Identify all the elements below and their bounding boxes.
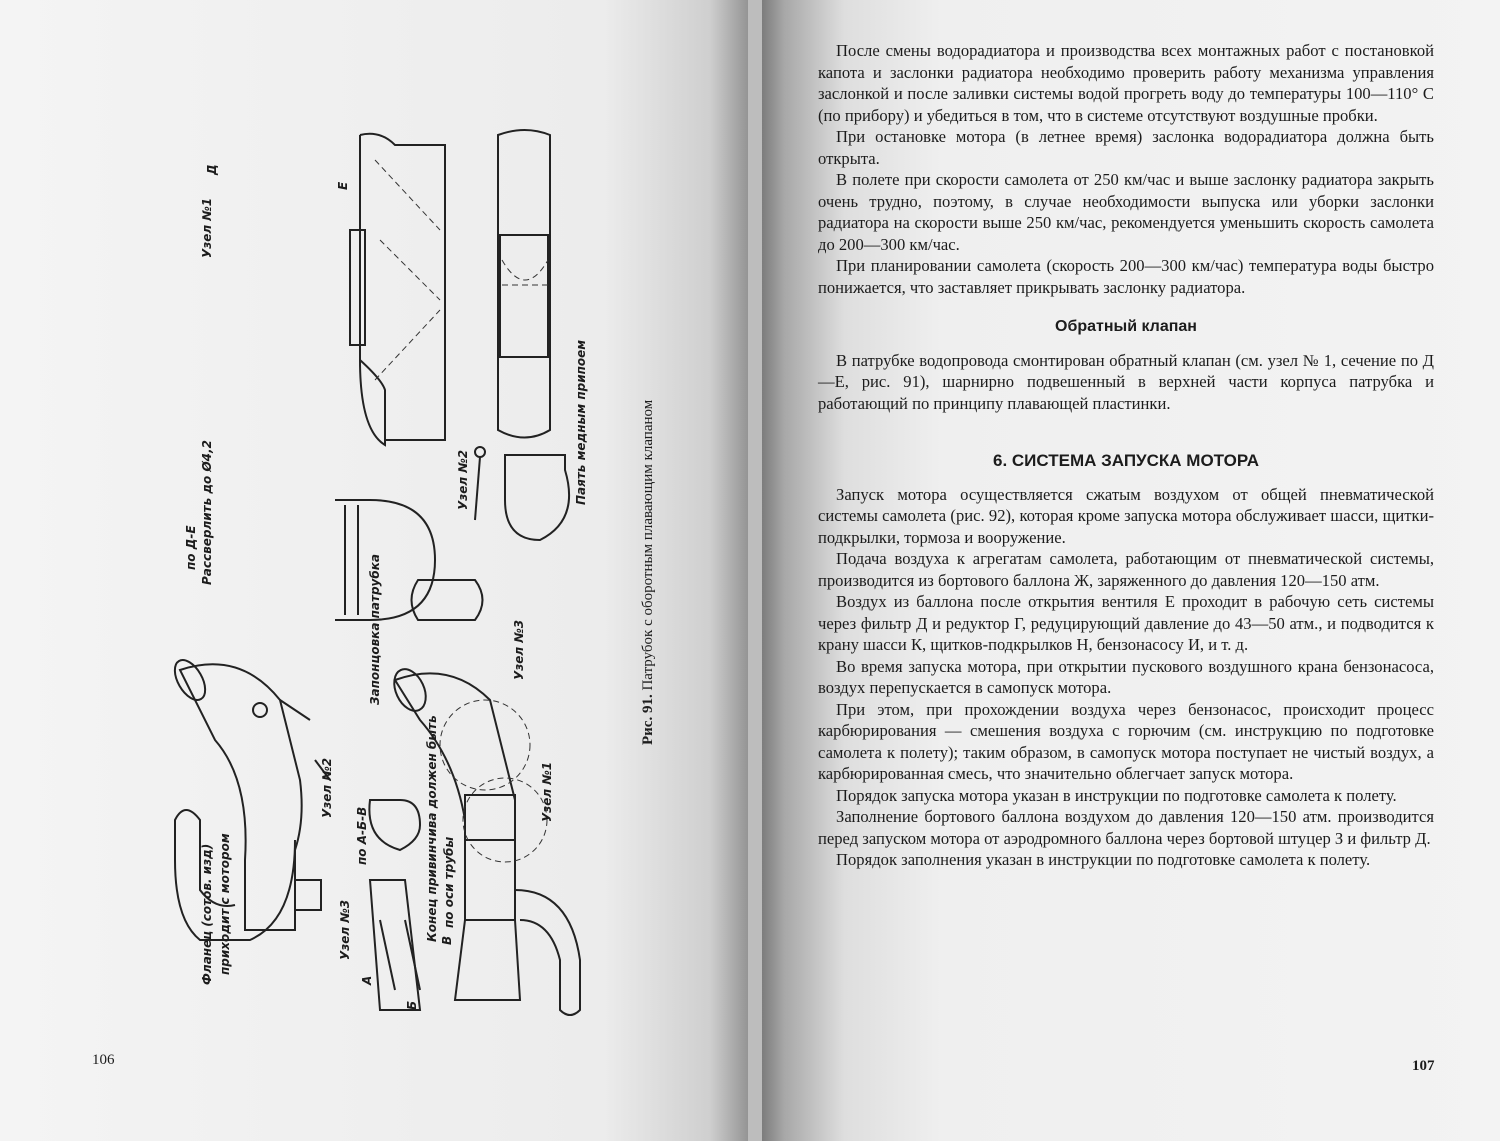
paragraph: Заполнение бортового баллона воздухом до давления 120—150 атм. производится перед запуском мотора от аэродромного баллона через бортовой штуцер З и фильтр Д.: [818, 807, 1434, 848]
pipe-node3-detail: [370, 880, 420, 1010]
book-spine: [748, 0, 762, 1141]
node2-flap: [505, 455, 569, 540]
label-pipe-end-2: по оси трубы: [442, 836, 456, 928]
label-node1-top: Узел №1: [200, 197, 214, 258]
main-pipe-assembly: [169, 655, 330, 940]
label-section-de: по Д-Е: [184, 525, 198, 570]
label-node2: Узел №2: [320, 757, 334, 818]
node2-pin: [475, 447, 485, 520]
paragraph: Подача воздуха к агрегатам самолета, работающим от пневматической системы, производится из бортового баллона Ж, заряженного до давления 120—150 атм.: [818, 549, 1434, 590]
paragraph: При остановке мотора (в летнее время) заслонка водорадиатора должна быть открыта.: [818, 127, 1434, 168]
label-node1: Узел №1: [540, 761, 554, 822]
label-solder: Паять медным припоем: [574, 339, 588, 505]
label-drill: Рассверлить до Ø4,2: [200, 440, 214, 585]
paragraph: После смены водорадиатора и производства всех монтажных работ с постановкой капота и заслонки радиатора необходимо проверить работу механизма управления заслонкой и после заливки системы водой прогреть воду до температуры 100—110° С (по прибору) и убедиться в том, что в системе отсутствуют воздушные пробки.: [818, 41, 1434, 125]
page-number-right: 107: [1412, 1058, 1435, 1074]
label-mark-v: В: [440, 935, 454, 945]
paragraph: При планировании самолета (скорость 200—300 км/час) температура воды быстро понижается, что заставляет прикрывать заслонку радиатора.: [818, 256, 1434, 297]
pipe-node1-side-view: [350, 134, 445, 445]
heading-check-valve: Обратный клапан: [1055, 318, 1197, 335]
section-a-b-v: [369, 800, 420, 850]
page-number-left: 106: [92, 1052, 115, 1068]
paragraph: Порядок запуска мотора указан в инструкции по подготовке самолета к полету.: [836, 785, 1397, 805]
label-cut-d: Д: [205, 164, 219, 175]
label-flange-1: Фланец (сотов. изд): [200, 843, 214, 985]
label-mark-a: А: [360, 975, 374, 985]
label-section-abv: по А-Б-В: [355, 806, 369, 865]
label-cut-e: Е: [336, 181, 350, 190]
paragraph: Воздух из баллона после открытия вентиля Е проходит в рабочую сеть системы через фильтр Д и редуктор Г, редуцирующий давление до 43—50 атм., и подводится к крану шасси К, щитков-подкрылков Н, бензонасосу И, и т. д.: [818, 592, 1434, 654]
label-flange-2: приходит с мотором: [218, 833, 232, 975]
label-node3: Узел №3: [512, 619, 526, 680]
paragraph: При этом, при прохождении воздуха через бензонасос, происходит процесс карбюрирования — смешения воздуха с горючим (см. инструкцию по подготовке самолета к полету); таким образом, в самопуск мотора поступает не чистый воздух, а карбюрированная смесь, что значительно облегчает запуск мотора.: [818, 699, 1434, 783]
label-mark-b: Б: [405, 1000, 419, 1010]
section-d-e: [335, 500, 435, 620]
label-pipe-end-1: Конец привинчива должен быть: [425, 715, 439, 942]
paragraph: В полете при скорости самолета от 250 км/час и выше заслонку радиатора закрыть очень трудно, поэтому, в случае необходимости выпуска или уборки заслонки радиатора на скорости выше 250 км/час, рекомендуется уменьшить скорость самолета до 200—300 км/час.: [818, 170, 1434, 254]
caption-text: Патрубок с оборотным плавающим клапаном: [640, 399, 656, 691]
pipe-node1-top-view: [498, 130, 550, 438]
paragraph: В патрубке водопровода смонтирован обратный клапан (см. узел № 1, сечение по Д—Е, рис. 91), шарнирно подвешенный в верхней части корпуса патрубка и работающий по принципу плавающей пластинки.: [818, 350, 1434, 413]
label-seal: Запонцовка патрубка: [368, 554, 382, 705]
right-pipe-assembly: [388, 664, 580, 1015]
right-page-text: [818, 40, 1434, 871]
caption-number: Рис. 91.: [640, 694, 656, 745]
paragraph: Порядок заполнения указан в инструкции по подготовке самолета к полету.: [836, 850, 1371, 869]
paragraph: Запуск мотора осуществляется сжатым воздухом от общей пневматической системы самолета (рис. 92), которая кроме запуска мотора обслуживает шасси, щитки-подкрылки, тормоза и вооружение.: [818, 484, 1434, 547]
label-node2-small: Узел №2: [456, 449, 470, 510]
label-node3-left: Узел №3: [338, 899, 352, 960]
paragraph: Во время запуска мотора, при открытии пускового воздушного крана бензонасоса, воздух перепускается в самопуск мотора.: [818, 656, 1434, 697]
figure-caption: [640, 400, 657, 745]
heading-engine-start-system: 6. СИСТЕМА ЗАПУСКА МОТОРА: [993, 451, 1259, 470]
